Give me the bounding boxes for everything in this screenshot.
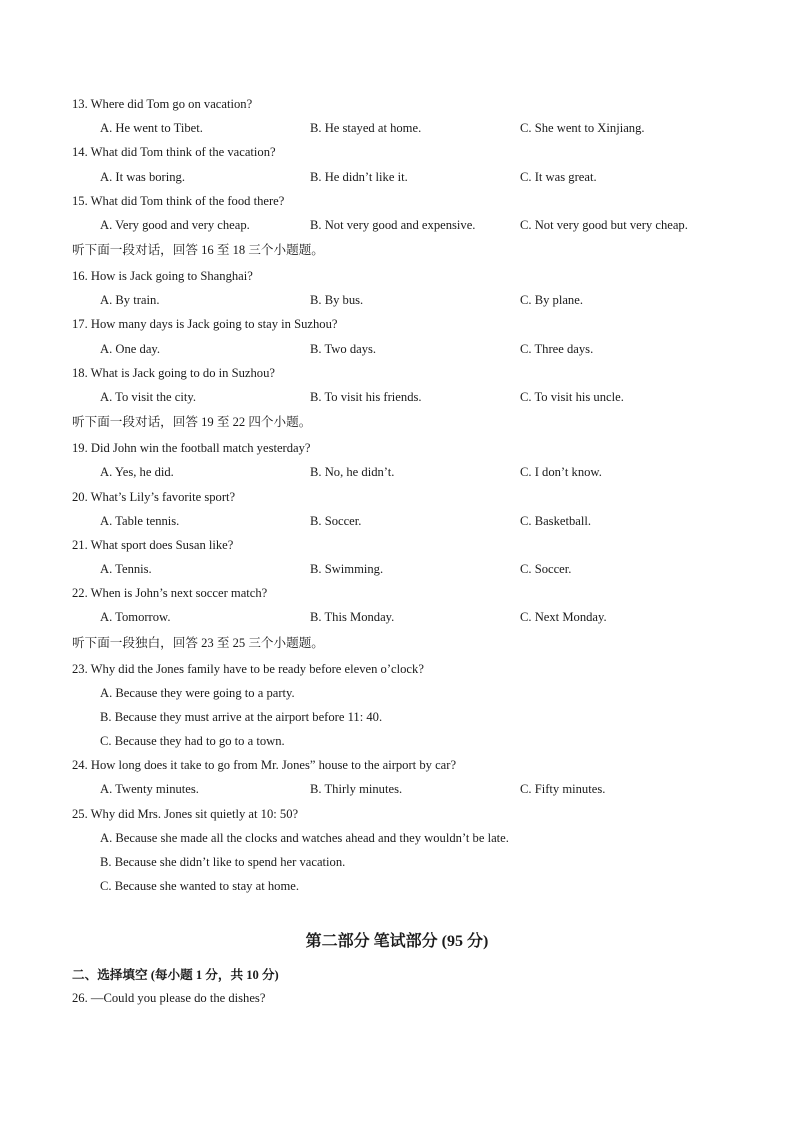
question-19: 19. Did John win the football match yesterday? xyxy=(72,441,311,455)
question-22: 22. When is John’s next soccer match? xyxy=(72,586,268,600)
option-a: A. One day. xyxy=(100,342,161,356)
option-c: C. Basketball. xyxy=(520,514,592,528)
option-a: A. Tennis. xyxy=(100,562,152,576)
instruction-19-22: 听下面一段对话，回答 19 至 22 四个小题。 xyxy=(72,415,312,429)
options-21 xyxy=(100,561,740,577)
option-c: C. It was great. xyxy=(520,170,597,184)
question-14: 14. What did Tom think of the vacation? xyxy=(72,145,276,159)
option-b: B. By bus. xyxy=(310,293,364,307)
options-20 xyxy=(100,513,740,529)
question-23: 23. Why did the Jones family have to be ready before eleven o’clock? xyxy=(72,662,424,676)
option-a: A. It was boring. xyxy=(100,170,185,184)
options-14 xyxy=(100,169,740,185)
part-two-title: 第二部分 笔试部分 (95 分) xyxy=(305,933,489,950)
question-18: 18. What is Jack going to do in Suzhou? xyxy=(72,366,275,380)
question-17: 17. How many days is Jack going to stay in Suzhou? xyxy=(72,317,338,331)
options-22 xyxy=(100,609,740,625)
options-24 xyxy=(100,781,740,797)
options-16 xyxy=(100,292,740,308)
option-a: A. By train. xyxy=(100,293,160,307)
question-13: 13. Where did Tom go on vacation? xyxy=(72,97,253,111)
options-15 xyxy=(100,217,740,233)
option-b: B. He stayed at home. xyxy=(310,121,422,135)
option-23-b: B. Because they must arrive at the airport before 11: 40. xyxy=(100,710,383,724)
section-title: 二、选择填空 (每小题 1 分，共 10 分) xyxy=(72,968,279,982)
options-17 xyxy=(100,341,740,357)
question-26: 26. —Could you please do the dishes? xyxy=(72,991,266,1005)
option-b: B. Swimming. xyxy=(310,562,384,576)
option-b: B. Thirly minutes. xyxy=(310,782,403,796)
question-24: 24. How long does it take to go from Mr. Jones” house to the airport by car? xyxy=(72,758,457,772)
option-c: C. Fifty minutes. xyxy=(520,782,606,796)
question-21: 21. What sport does Susan like? xyxy=(72,538,234,552)
option-b: B. No, he didn’t. xyxy=(310,465,395,479)
option-c: C. Not very good but very cheap. xyxy=(520,218,688,232)
option-c: C. Next Monday. xyxy=(520,610,607,624)
option-25-b: B. Because she didn’t like to spend her vacation. xyxy=(100,855,346,869)
option-c: C. Three days. xyxy=(520,342,594,356)
instruction-23-25: 听下面一段独白，回答 23 至 25 三个小题题。 xyxy=(72,636,324,650)
question-16: 16. How is Jack going to Shanghai? xyxy=(72,269,253,283)
option-b: B. He didn’t like it. xyxy=(310,170,408,184)
question-25: 25. Why did Mrs. Jones sit quietly at 10: 50? xyxy=(72,807,299,821)
option-c: C. She went to Xinjiang. xyxy=(520,121,645,135)
option-b: B. Two days. xyxy=(310,342,377,356)
option-c: C. To visit his uncle. xyxy=(520,390,624,404)
option-25-c: C. Because she wanted to stay at home. xyxy=(100,879,299,893)
option-a: A. He went to Tibet. xyxy=(100,121,203,135)
options-13 xyxy=(100,120,740,136)
question-15: 15. What did Tom think of the food there? xyxy=(72,194,285,208)
option-b: B. Not very good and expensive. xyxy=(310,218,476,232)
option-b: B. To visit his friends. xyxy=(310,390,422,404)
option-a: A. Twenty minutes. xyxy=(100,782,199,796)
option-a: A. Tomorrow. xyxy=(100,610,171,624)
option-b: B. Soccer. xyxy=(310,514,362,528)
option-a: A. Table tennis. xyxy=(100,514,180,528)
option-a: A. Very good and very cheap. xyxy=(100,218,250,232)
option-c: C. I don’t know. xyxy=(520,465,602,479)
option-a: A. To visit the city. xyxy=(100,390,197,404)
option-23-a: A. Because they were going to a party. xyxy=(100,686,295,700)
options-18 xyxy=(100,389,740,405)
question-20: 20. What’s Lily’s favorite sport? xyxy=(72,490,236,504)
option-c: C. By plane. xyxy=(520,293,583,307)
options-19 xyxy=(100,464,740,480)
option-b: B. This Monday. xyxy=(310,610,395,624)
instruction-16-18: 听下面一段对话，回答 16 至 18 三个小题题。 xyxy=(72,243,324,257)
option-23-c: C. Because they had to go to a town. xyxy=(100,734,285,748)
option-c: C. Soccer. xyxy=(520,562,572,576)
option-a: A. Yes, he did. xyxy=(100,465,174,479)
option-25-a: A. Because she made all the clocks and watches ahead and they wouldn’t be late. xyxy=(100,831,509,845)
